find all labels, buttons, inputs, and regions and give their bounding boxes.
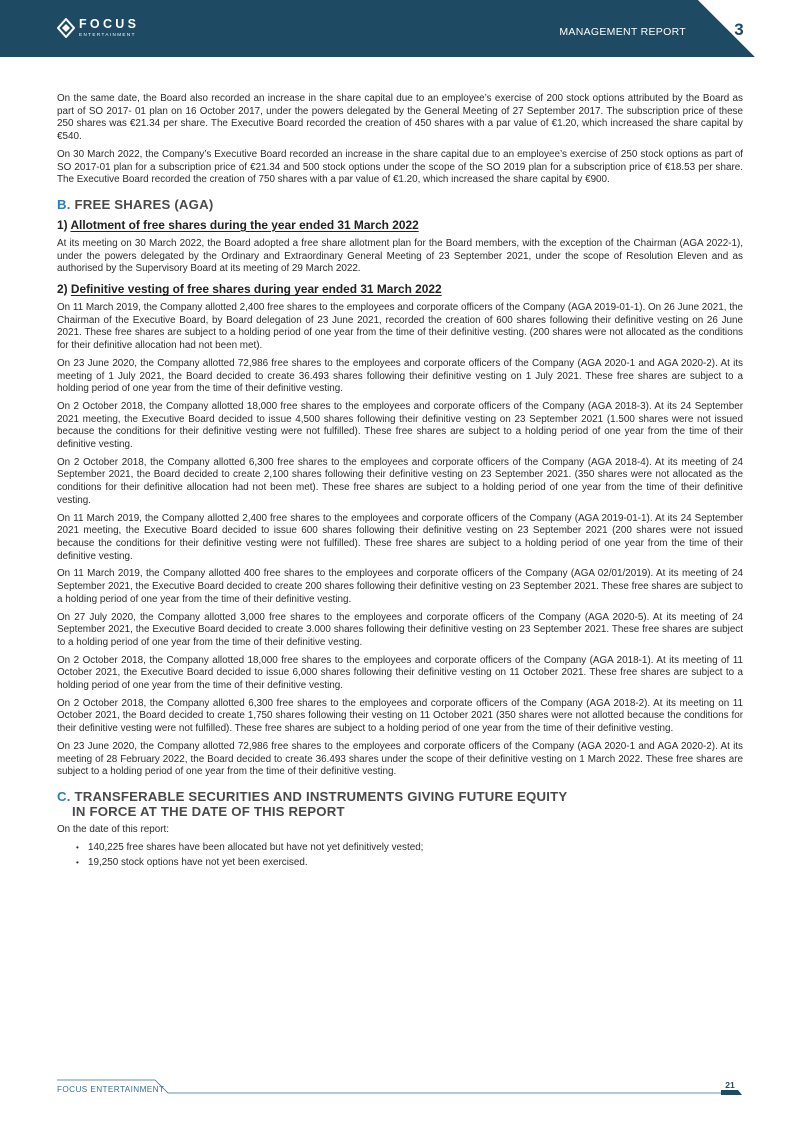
page-number: 21 bbox=[725, 1080, 735, 1090]
section-c-list bbox=[57, 842, 743, 870]
subsection-1-paragraph: At its meeting on 30 March 2022, the Board adopted a free share allotment plan for the Board members, with the exception of the Chairman (AGA 2022-1), under the powers delegated by the Ordinary and Extraordinary General Meeting of 23 September 2021, under the scope of Resolution Eleven and as authorised by the Supervisory Board at its meeting of 29 March 2022. bbox=[57, 237, 743, 275]
subsection-2-heading bbox=[57, 282, 743, 296]
vesting-paragraph: On 11 March 2019, the Company allotted 400 free shares to the employees and corporate officers of the Company (AGA 02/01/2019). At its meeting of 24 September 2021, the Executive Board decided to create 200 shares following their definitive vesting on 23 September 2021. These free shares are subject to a holding period of one year from the time of their definitive vesting. bbox=[57, 568, 743, 605]
section-c-heading bbox=[57, 789, 743, 819]
section-c-title-line-1: TRANSFERABLE SECURITIES AND INSTRUMENTS GIVING FUTURE EQUITY bbox=[74, 788, 568, 804]
logo-word: FOCUS bbox=[79, 17, 140, 32]
vesting-paragraph: On 23 June 2020, the Company allotted 72,986 free shares to the employees and corporate officers of the Company (AGA 2020-1 and AGA 2020-2). At its meeting of 1 July 2021, the Board decided to create 36.493 shares following their definitive vesting on 1 July 2021. These free shares are subject to a holding period of one year from the time of their definitive vesting. bbox=[57, 357, 743, 395]
list-item: • 140,225 free shares have been allocated but have not yet definitively vested; bbox=[57, 842, 743, 855]
vesting-paragraph: On 2 October 2018, the Company allotted 18,000 free shares to the employees and corporate officers of the Company (AGA 2018-1). At its meeting of 11 October 2021, the Executive Board decided to issue 6,000 shares following their definitive vesting on 11 October 2021. These free shares are subject to a holding period of one year from the time of their definitive vesting. bbox=[57, 654, 743, 692]
section-c-intro: On the date of this report: bbox=[57, 823, 169, 835]
section-c-letter: C. bbox=[57, 788, 71, 804]
chapter-number: 3 bbox=[734, 20, 744, 39]
document-body bbox=[57, 93, 743, 873]
footer-company-name: FOCUS ENTERTAINMENT bbox=[57, 1085, 165, 1094]
subsection-2-title: Definitive vesting of free shares during year ended 31 March 2022 bbox=[70, 282, 442, 297]
subsection-1-heading bbox=[57, 218, 743, 232]
logo-subtitle: ENTERTAINMENT bbox=[79, 31, 136, 37]
focus-logo-icon bbox=[57, 18, 75, 38]
section-c-title-line-2: IN FORCE AT THE DATE OF THIS REPORT bbox=[72, 803, 345, 819]
vesting-paragraph: On 23 June 2020, the Company allotted 72,986 free shares to the employees and corporate officers of the Company (AGA 2020-1 and AGA 2020-2). At its meeting of 28 February 2022, the Board decided to create 36.493 shares under the scope of their definitive vesting on 1 March 2022. These free shares are subject to a holding period of one year from the time of their definitive vesting. bbox=[57, 740, 743, 778]
subsection-1-number: 1) bbox=[57, 217, 68, 232]
section-b-letter: B. bbox=[57, 196, 71, 212]
vesting-paragraph: On 11 March 2019, the Company allotted 2,400 free shares to the employees and corporate officers of the Company (AGA 2019-01-1). On 26 June 2021, the Chairman of the Executive Board, by Board delegation of 23 June 2021, recorded the creation of 600 shares following their definitive vesting on 26 June 2021. These free shares are subject to a holding period of one year from the time of their definitive vesting. (200 shares were not allocated as the conditions for their definitive allocation had not been met). bbox=[57, 302, 743, 352]
report-section-label: MANAGEMENT REPORT bbox=[559, 26, 686, 38]
vesting-paragraph: On 2 October 2018, the Company allotted 6,300 free shares to the employees and corporate officers of the Company (AGA 2018-4). At its meeting of 24 September 2021, the Board decided to create 2,100 shares following their definitive vesting on 23 September 2021. (350 shares were not allocated as the conditions for their definitive allocation had not been met). These free shares are subject to a holding period of one year from the time of their definitive vesting. bbox=[57, 456, 743, 506]
section-b-heading bbox=[57, 197, 743, 212]
subsection-2-number: 2) bbox=[57, 282, 68, 297]
vesting-paragraph: On 2 October 2018, the Company allotted 6,300 free shares to the employees and corporate officers of the Company (AGA 2018-2). At its meeting on 11 October 2021, the Board decided to create 1,750 shares following their vesting on 11 October 2021 (350 shares were not allotted because the conditions for their definitive vesting were not fulfilled). These free shares are subject to a holding period of one year from the time of their definitive vesting. bbox=[57, 697, 743, 735]
intro-paragraph-2: On 30 March 2022, the Company’s Executive Board recorded an increase in the share capital due to an employee’s exercise of 250 stock options as part of SO 2017-01 plan for a subscription price of €21.34 and 500 stock options under the scope of the SO 2019 plan for a subscription price of €18.53 per share. The Executive Board recorded the creation of 750 shares with a par value of €1.20, which increased the share capital by €900. bbox=[57, 148, 743, 186]
list-item: • 19,250 stock options have not yet been exercised. bbox=[57, 857, 743, 870]
intro-paragraph-1: On the same date, the Board also recorded an increase in the share capital due to an employee’s exercise of 200 stock options attributed by the Board as part of SO 2017- 01 plan on 16 October 2017, under the powers delegated by the General Meeting of 27 September 2017. The subscription price of these 250 shares was €21.34 per share. The Executive Board recorded the creation of 450 shares with a par value of €1.20, which increased the share capital by €540. bbox=[57, 93, 743, 143]
vesting-paragraph: On 2 October 2018, the Company allotted 18,000 free shares to the employees and corporate officers of the Company (AGA 2018-3). At its 24 September 2021 meeting, the Executive Board decided to issue 4,500 shares following their definitive vesting on 23 September 2021 (1.500 shares were not issued because the conditions for their definitive vesting were not fulfilled). These free shares are subject to a holding period of one year from the time of their definitive vesting. bbox=[57, 400, 743, 451]
section-b-title: FREE SHARES (AGA) bbox=[74, 196, 214, 212]
vesting-paragraph: On 27 July 2020, the Company allotted 3,000 free shares to the employees and corporate officers of the Company (AGA 2020-5). At its meeting of 24 September 2021, the Executive Board decided to create 3.000 shares following their definitive vesting on 23 September 2021. These free shares are subject to a holding period of one year from the time of their definitive vesting. bbox=[57, 611, 743, 648]
subsection-1-title: Allotment of free shares during the year ended 31 March 2022 bbox=[70, 217, 419, 232]
vesting-paragraph: On 11 March 2019, the Company allotted 2,400 free shares to the employees and corporate officers of the Company (AGA 2019-01-1). At its 24 September 2021 meeting, the Executive Board decided to issue 600 shares following their definitive vesting on 23 September 2021 (200 shares were not issued because the conditions for their definitive vesting were not fulfilled). These free shares are subject to a holding period of one year from the time of their definitive vesting. bbox=[57, 512, 743, 562]
focus-logo bbox=[57, 16, 139, 40]
